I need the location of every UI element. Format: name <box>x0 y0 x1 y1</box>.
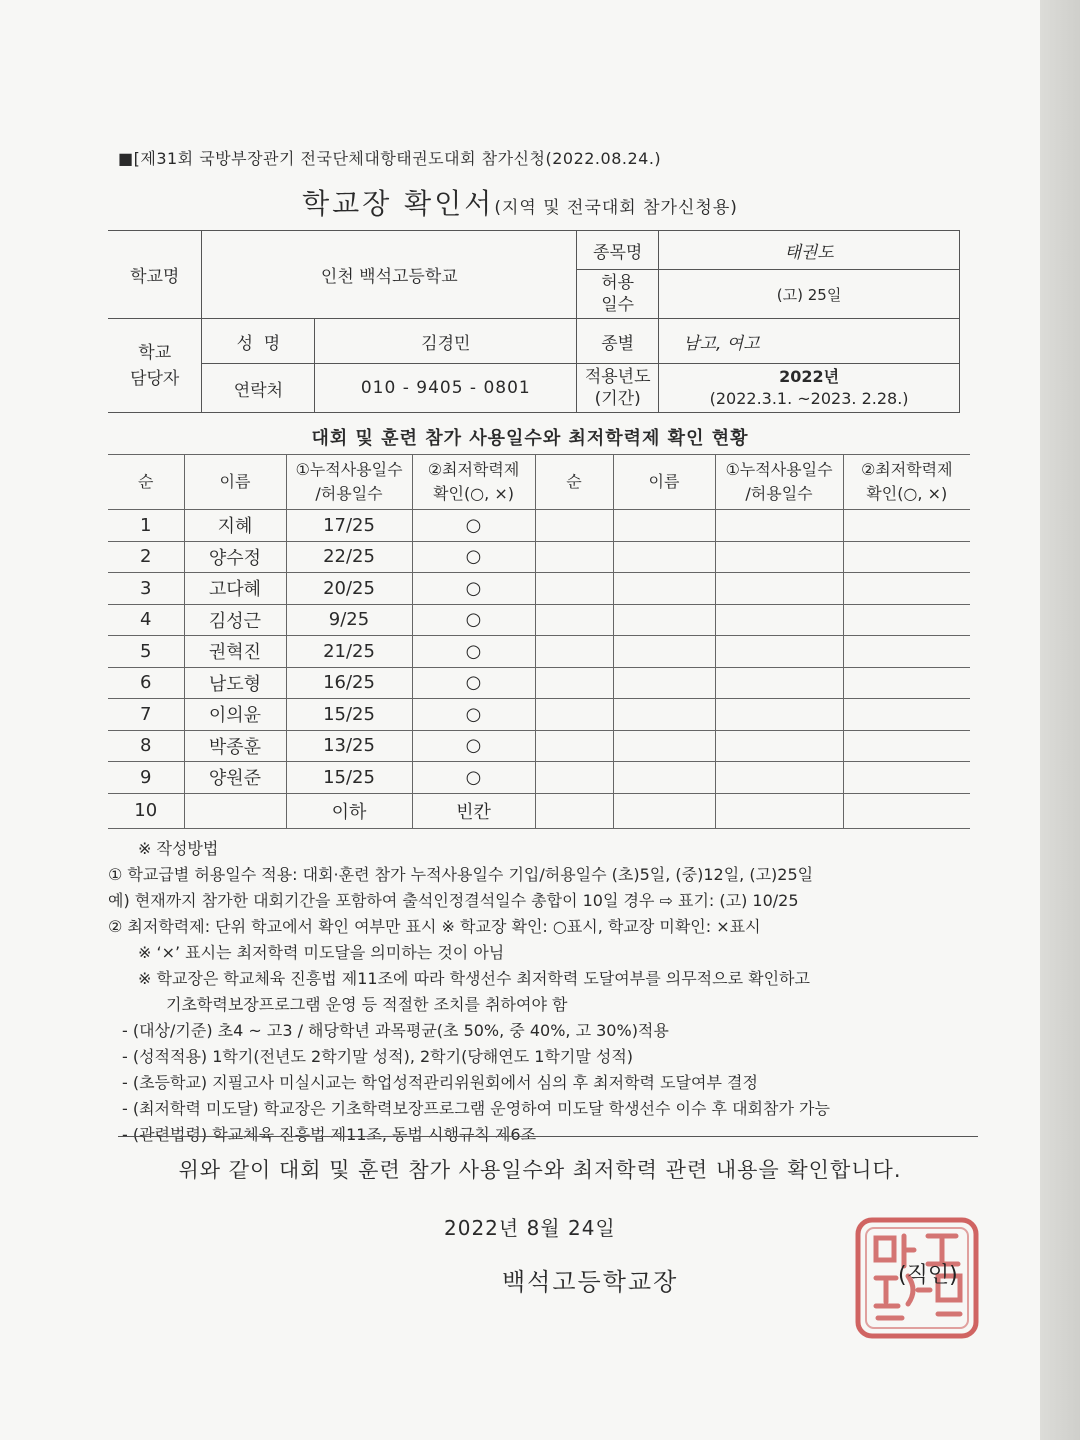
row-days-right <box>715 730 843 762</box>
title-main: 학교장 확인서 <box>302 187 495 220</box>
row-no: 5 <box>108 636 184 668</box>
row-check: ○ <box>412 699 535 731</box>
header-no: 순 <box>108 455 184 510</box>
note-line: ② 최저학력제: 단위 학교에서 확인 여부만 표시 ※ 학교장 확인: ○표시, 학교장 미확인: ×표시 <box>108 917 761 936</box>
row-name-right <box>613 604 715 636</box>
row-no: 2 <box>108 541 184 573</box>
row-days: 17/25 <box>286 510 412 542</box>
note-line: ※ 학교장은 학교체육 진흥법 제11조에 따라 학생선수 최저학력 도달여부를 의무적으로 확인하고 <box>138 969 810 988</box>
row-name: 김성근 <box>184 604 286 636</box>
document-title <box>0 182 1040 222</box>
note-line: ※ ‘×’ 표시는 최저학력 미도달을 의미하는 것이 아님 <box>138 943 505 962</box>
category-label: 종별 <box>577 319 659 364</box>
row-check-right <box>843 604 970 636</box>
row-name-right <box>613 699 715 731</box>
table-row <box>108 636 970 668</box>
row-no: 6 <box>108 667 184 699</box>
event-value: 태권도 <box>659 231 960 270</box>
contact-value: 010 - 9405 - 0801 <box>315 364 577 413</box>
row-days-right <box>715 573 843 605</box>
row-no-right <box>535 541 613 573</box>
row-no-right <box>535 636 613 668</box>
row-no: 9 <box>108 762 184 794</box>
section-title: 대회 및 훈련 참가 사용일수와 최저학력제 확인 현황 <box>311 428 749 449</box>
contact-label: 연락처 <box>202 364 315 413</box>
row-no-right <box>535 762 613 794</box>
row-check-right <box>843 636 970 668</box>
header-name-right: 이름 <box>613 455 715 510</box>
row-name <box>184 793 286 828</box>
row-no-right <box>535 573 613 605</box>
note-line: - (최저학력 미도달) 학교장은 기초학력보장프로그램 운영하여 미도달 학생선수 이수 후 대회참가 가능 <box>122 1099 830 1118</box>
row-days: 13/25 <box>286 730 412 762</box>
note-line: - (초등학교) 지필고사 미실시교는 학업성적관리위원회에서 심의 후 최저학력 도달여부 결정 <box>122 1073 758 1092</box>
row-name: 고다혜 <box>184 573 286 605</box>
table-row <box>108 762 970 794</box>
row-check: ○ <box>412 636 535 668</box>
row-days: 15/25 <box>286 762 412 794</box>
header-no-right: 순 <box>535 455 613 510</box>
row-days-right <box>715 793 843 828</box>
row-check-right <box>843 699 970 731</box>
school-name-label: 학교명 <box>108 231 202 319</box>
table-row <box>108 699 970 731</box>
row-name: 박종훈 <box>184 730 286 762</box>
document-header-line: ■[제31회 국방부장관기 전국단체대항태권도대회 참가신청(2022.08.24.) <box>118 149 662 168</box>
seal-label: (직인) <box>898 1263 958 1288</box>
row-days-right <box>715 510 843 542</box>
row-days-right <box>715 762 843 794</box>
row-name-right <box>613 541 715 573</box>
desk-edge <box>1040 0 1080 1440</box>
row-name: 이의윤 <box>184 699 286 731</box>
row-no-right <box>535 699 613 731</box>
row-days-right <box>715 699 843 731</box>
row-check: ○ <box>412 573 535 605</box>
row-check-right <box>843 510 970 542</box>
row-name-right <box>613 573 715 605</box>
school-name-value: 인천 백석고등학교 <box>202 231 577 319</box>
row-no: 7 <box>108 699 184 731</box>
row-no: 4 <box>108 604 184 636</box>
manager-name-value: 김경민 <box>315 319 577 364</box>
row-no-right <box>535 510 613 542</box>
row-name: 권혁진 <box>184 636 286 668</box>
row-name-right <box>613 762 715 794</box>
row-days: 20/25 <box>286 573 412 605</box>
row-name: 양원준 <box>184 762 286 794</box>
row-name-right <box>613 730 715 762</box>
row-no: 8 <box>108 730 184 762</box>
header-days: ①누적사용일수 /허용일수 <box>286 455 412 510</box>
row-check: ○ <box>412 510 535 542</box>
table-row <box>108 573 970 605</box>
divider <box>118 1136 978 1137</box>
note-line: - (성적적용) 1학기(전년도 2학기말 성적), 2학기(당해연도 1학기말 성적) <box>122 1047 634 1066</box>
applied-year-cell <box>659 364 960 413</box>
manager-name-label: 성 명 <box>202 319 315 364</box>
row-days-right <box>715 636 843 668</box>
allowed-days-label: 허용 일수 <box>577 270 659 319</box>
header-name: 이름 <box>184 455 286 510</box>
row-name-right <box>613 636 715 668</box>
category-value: 남고, 여고 <box>659 319 960 364</box>
row-check: ○ <box>412 762 535 794</box>
table-row <box>108 667 970 699</box>
note-line: 기초학력보장프로그램 운영 등 적절한 조치를 취하여야 함 <box>166 995 568 1014</box>
school-info-table <box>108 230 960 413</box>
row-check-right <box>843 541 970 573</box>
table-row <box>108 510 970 542</box>
manager-label: 학교 담당자 <box>108 319 202 413</box>
row-days: 21/25 <box>286 636 412 668</box>
table-row <box>108 604 970 636</box>
title-sub: (지역 및 전국대회 참가신청용) <box>494 198 738 218</box>
principal-title: 백석고등학교장 <box>502 1268 679 1296</box>
row-no-right <box>535 730 613 762</box>
row-name-right <box>613 667 715 699</box>
allowed-days-value: (고) 25일 <box>659 270 960 319</box>
row-check: ○ <box>412 604 535 636</box>
event-label: 종목명 <box>577 231 659 270</box>
notes-heading: ※ 작성방법 <box>138 839 219 858</box>
row-days-right <box>715 604 843 636</box>
header-check: ②최저학력제 확인(○, ×) <box>412 455 535 510</box>
row-name: 남도형 <box>184 667 286 699</box>
confirmation-statement: 위와 같이 대회 및 훈련 참가 사용일수와 최저학력 관련 내용을 확인합니다. <box>178 1158 902 1182</box>
row-name-right <box>613 510 715 542</box>
row-name: 지혜 <box>184 510 286 542</box>
row-name-right <box>613 793 715 828</box>
row-days: 9/25 <box>286 604 412 636</box>
row-no-right <box>535 604 613 636</box>
row-check: ○ <box>412 541 535 573</box>
row-days: 이하 <box>286 793 412 828</box>
participants-table <box>108 454 970 829</box>
note-line: - (대상/기준) 초4 ~ 고3 / 해당학년 과목평균(초 50%, 중 40%, 고 30%)적용 <box>122 1021 669 1040</box>
row-days-right <box>715 541 843 573</box>
note-line: 예) 현재까지 참가한 대회기간을 포함하여 출석인정결석일수 총합이 10일 경우 ⇨ 표기: (고) 10/25 <box>108 891 799 910</box>
row-check-right <box>843 667 970 699</box>
document-date: 2022년 8월 24일 <box>444 1216 616 1240</box>
table-row <box>108 730 970 762</box>
row-check: 빈칸 <box>412 793 535 828</box>
table-header-row <box>108 455 970 510</box>
applied-year-label: 적용년도 (기간) <box>577 364 659 413</box>
table-row <box>108 793 970 828</box>
row-check: ○ <box>412 667 535 699</box>
row-days: 15/25 <box>286 699 412 731</box>
row-name: 양수정 <box>184 541 286 573</box>
row-days: 22/25 <box>286 541 412 573</box>
row-check-right <box>843 730 970 762</box>
row-no: 1 <box>108 510 184 542</box>
note-line: - (관련법령) 학교체육 진흥법 제11조, 동법 시행규칙 제6조 <box>122 1125 537 1144</box>
table-row <box>108 541 970 573</box>
row-days: 16/25 <box>286 667 412 699</box>
applied-year-value: 2022년 <box>779 367 840 386</box>
row-check-right <box>843 573 970 605</box>
row-check-right <box>843 762 970 794</box>
row-no: 10 <box>108 793 184 828</box>
row-no-right <box>535 667 613 699</box>
row-days-right <box>715 667 843 699</box>
row-no-right <box>535 793 613 828</box>
row-no: 3 <box>108 573 184 605</box>
header-days-right: ①누적사용일수 /허용일수 <box>715 455 843 510</box>
row-check-right <box>843 793 970 828</box>
applied-year-period: (2022.3.1. ~2023. 2.28.) <box>709 389 909 408</box>
header-check-right: ②최저학력제 확인(○, ×) <box>843 455 970 510</box>
row-check: ○ <box>412 730 535 762</box>
note-line: ① 학교급별 허용일수 적용: 대회·훈련 참가 누적사용일수 기입/허용일수 (초)5일, (중)12일, (고)25일 <box>108 865 814 884</box>
writing-instructions <box>108 836 830 1148</box>
